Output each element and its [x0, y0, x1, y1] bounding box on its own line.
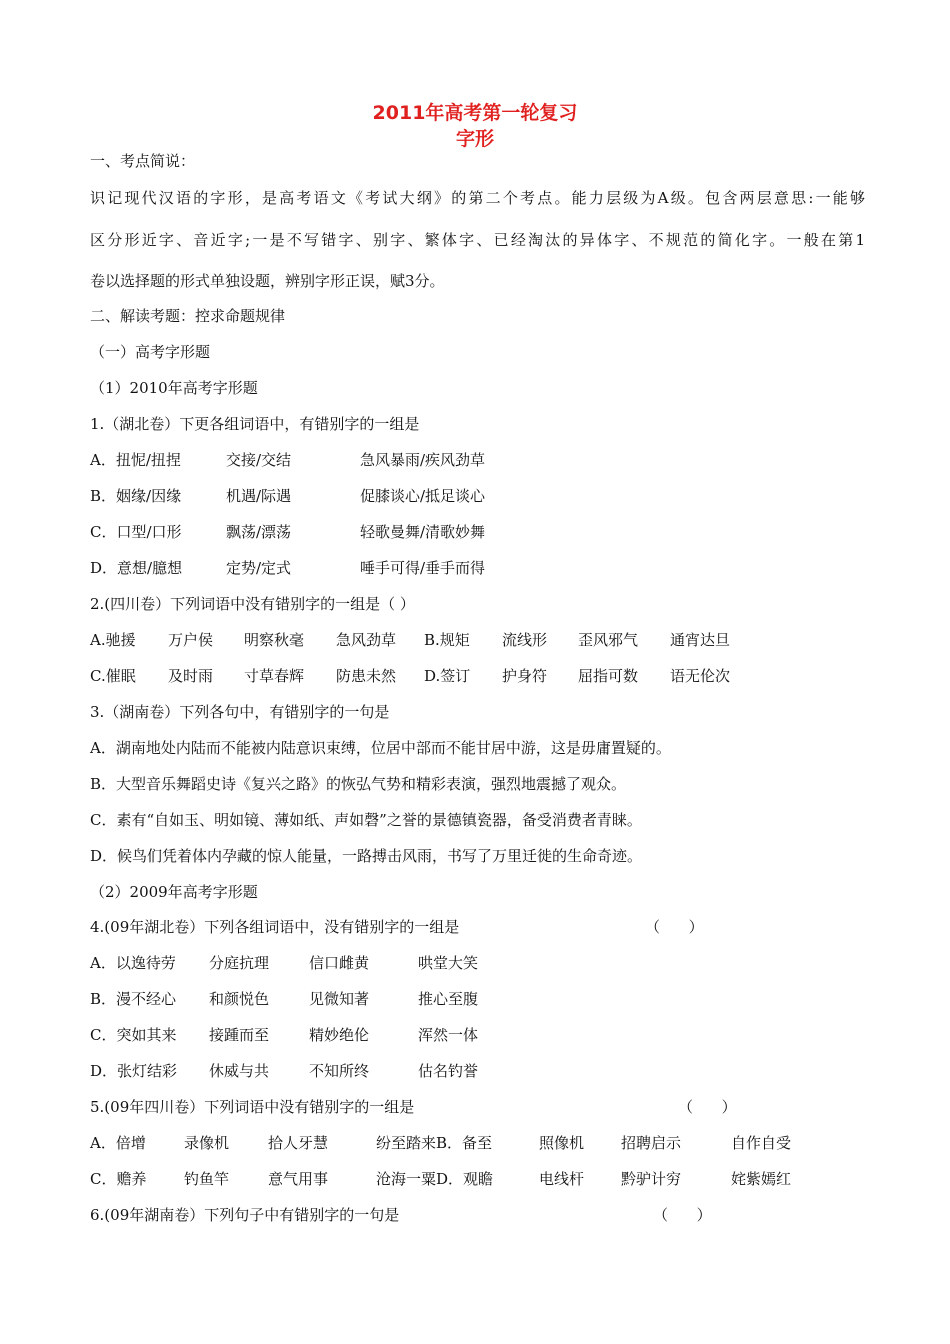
option-text: 促膝谈心/抵足谈心 — [360, 487, 486, 505]
document-title: 2011年高考第一轮复习 — [372, 102, 578, 124]
word-item: 钓鱼竿 — [184, 1170, 230, 1188]
option-text: 休威与共 — [209, 1062, 270, 1080]
question-3-option-d: D．候鸟们凭着体内孕藏的惊人能量，一路搏击风雨，书写了万里迁徙的生命奇迹。 — [90, 847, 643, 865]
option-text: 定势/定式 — [226, 559, 292, 577]
question-3-option-a: A．湖南地处内陆而不能被内陆意识束缚，位居中部而不能甘居中游，这是毋庸置疑的。 — [90, 739, 671, 757]
question-3-option-b: B．大型音乐舞蹈史诗《复兴之路》的恢弘气势和精彩表演，强烈地震撼了观众。 — [90, 775, 627, 793]
word-item: 沧海一粟D．观瞻 — [376, 1170, 494, 1188]
subsection-heading-2009: （2）2009年高考字形题 — [90, 883, 258, 901]
word-item: 意气用事 — [268, 1170, 329, 1188]
option-text: 分庭抗理 — [209, 954, 270, 972]
option-text: 轻歌曼舞/清歌妙舞 — [360, 523, 486, 541]
word-item: C．赡养 — [90, 1170, 147, 1188]
word-item: 黔驴计穷 — [621, 1170, 682, 1188]
question-3-stem: 3.（湖南卷）下列各句中，有错别字的一句是 — [90, 703, 390, 721]
word-item: 语无伦次 — [670, 667, 731, 685]
option-text: 飘荡/漂荡 — [226, 523, 292, 541]
answer-parentheses: （ ） — [678, 1098, 737, 1116]
subsection-heading-1: （一）高考字形题 — [90, 343, 211, 361]
option-text: 接踵而至 — [209, 1026, 270, 1044]
question-3-option-c: C．素有“自如玉、明如镜、薄如纸、声如磬”之誉的景德镇瓷器，备受消费者青睐。 — [90, 811, 642, 829]
word-item: B.规矩 — [424, 631, 470, 649]
word-item: 防患未然 — [336, 667, 397, 685]
option-text: C．口型/口形 — [90, 523, 182, 541]
word-item: 明察秋毫 — [244, 631, 305, 649]
answer-parentheses: （ ） — [653, 1206, 712, 1224]
word-item: 屈指可数 — [578, 667, 639, 685]
intro-paragraph-line-2: 区分形近字、音近字;一是不写错字、别字、繁体字、已经淘汰的异体字、不规范的简化字。一般在第1 — [90, 231, 865, 249]
section-one-heading: 一、考点简说： — [90, 152, 196, 170]
word-item: 歪风邪气 — [578, 631, 639, 649]
option-text: D．张灯结彩 — [90, 1062, 178, 1080]
question-5-stem: 5.(09年四川卷）下列词语中没有错别字的一组是 — [90, 1098, 415, 1116]
question-2-stem: 2.(四川卷）下列词语中没有错别字的一组是（ ） — [90, 595, 415, 613]
word-item: 流线形 — [502, 631, 548, 649]
option-text: 估名钓誉 — [418, 1062, 479, 1080]
answer-parentheses: （ ） — [645, 918, 704, 936]
option-text: D．意想/臆想 — [90, 559, 183, 577]
option-text: 浑然一体 — [418, 1026, 479, 1044]
option-text: 精妙绝伦 — [309, 1026, 370, 1044]
subsection-heading-2010: （1）2010年高考字形题 — [90, 379, 258, 397]
word-item: D.签订 — [424, 667, 471, 685]
word-item: 拾人牙慧 — [268, 1134, 329, 1152]
option-text: 机遇/际遇 — [226, 487, 292, 505]
option-text: 唾手可得/垂手而得 — [360, 559, 486, 577]
option-text: 信口雌黄 — [309, 954, 370, 972]
option-text: A．扭怩/扭捏 — [90, 451, 181, 469]
question-1-stem: 1.（湖北卷）下更各组词语中，有错别字的一组是 — [90, 415, 420, 433]
word-item: 招聘启示 — [621, 1134, 682, 1152]
section-two-heading: 二、解读考题：控求命题规律 — [90, 307, 286, 325]
option-text: 和颜悦色 — [209, 990, 270, 1008]
option-text: B．漫不经心 — [90, 990, 177, 1008]
word-item: 纷至踏来B．备至 — [376, 1134, 493, 1152]
question-4-stem: 4.(09年湖北卷）下列各组词语中，没有错别字的一组是 — [90, 918, 460, 936]
option-text: 哄堂大笑 — [418, 954, 479, 972]
option-text: 见微知著 — [309, 990, 370, 1008]
word-item: 万户侯 — [168, 631, 214, 649]
word-item: 及时雨 — [168, 667, 214, 685]
word-item: 姹紫嫣红 — [731, 1170, 792, 1188]
word-item: 寸草春辉 — [244, 667, 305, 685]
word-item: A．倍增 — [90, 1134, 146, 1152]
word-item: 急风劲草 — [336, 631, 397, 649]
option-text: 急风暴雨/疾风劲草 — [360, 451, 486, 469]
option-text: C．突如其来 — [90, 1026, 177, 1044]
document-subtitle: 字形 — [455, 128, 494, 150]
intro-paragraph-line-1: 识记现代汉语的字形，是高考语文《考试大纲》的第二个考点。能力层级为A级。包含两层意思:一能够 — [90, 189, 865, 207]
word-item: 电线杆 — [539, 1170, 585, 1188]
option-text: B．姻缘/因缘 — [90, 487, 182, 505]
option-text: A．以逸待劳 — [90, 954, 176, 972]
word-item: 通宵达旦 — [670, 631, 731, 649]
word-item: C.催眠 — [90, 667, 136, 685]
word-item: 护身符 — [502, 667, 548, 685]
word-item: A.驰援 — [90, 631, 136, 649]
option-text: 交接/交结 — [226, 451, 292, 469]
intro-paragraph-line-3: 卷以选择题的形式单独设题，辨别字形正误，赋3分。 — [90, 272, 445, 290]
option-text: 不知所终 — [309, 1062, 370, 1080]
option-text: 推心至腹 — [418, 990, 479, 1008]
word-item: 录像机 — [184, 1134, 230, 1152]
question-6-stem: 6.(09年湖南卷）下列句子中有错别字的一句是 — [90, 1206, 400, 1224]
word-item: 照像机 — [539, 1134, 585, 1152]
word-item: 自作自受 — [731, 1134, 792, 1152]
